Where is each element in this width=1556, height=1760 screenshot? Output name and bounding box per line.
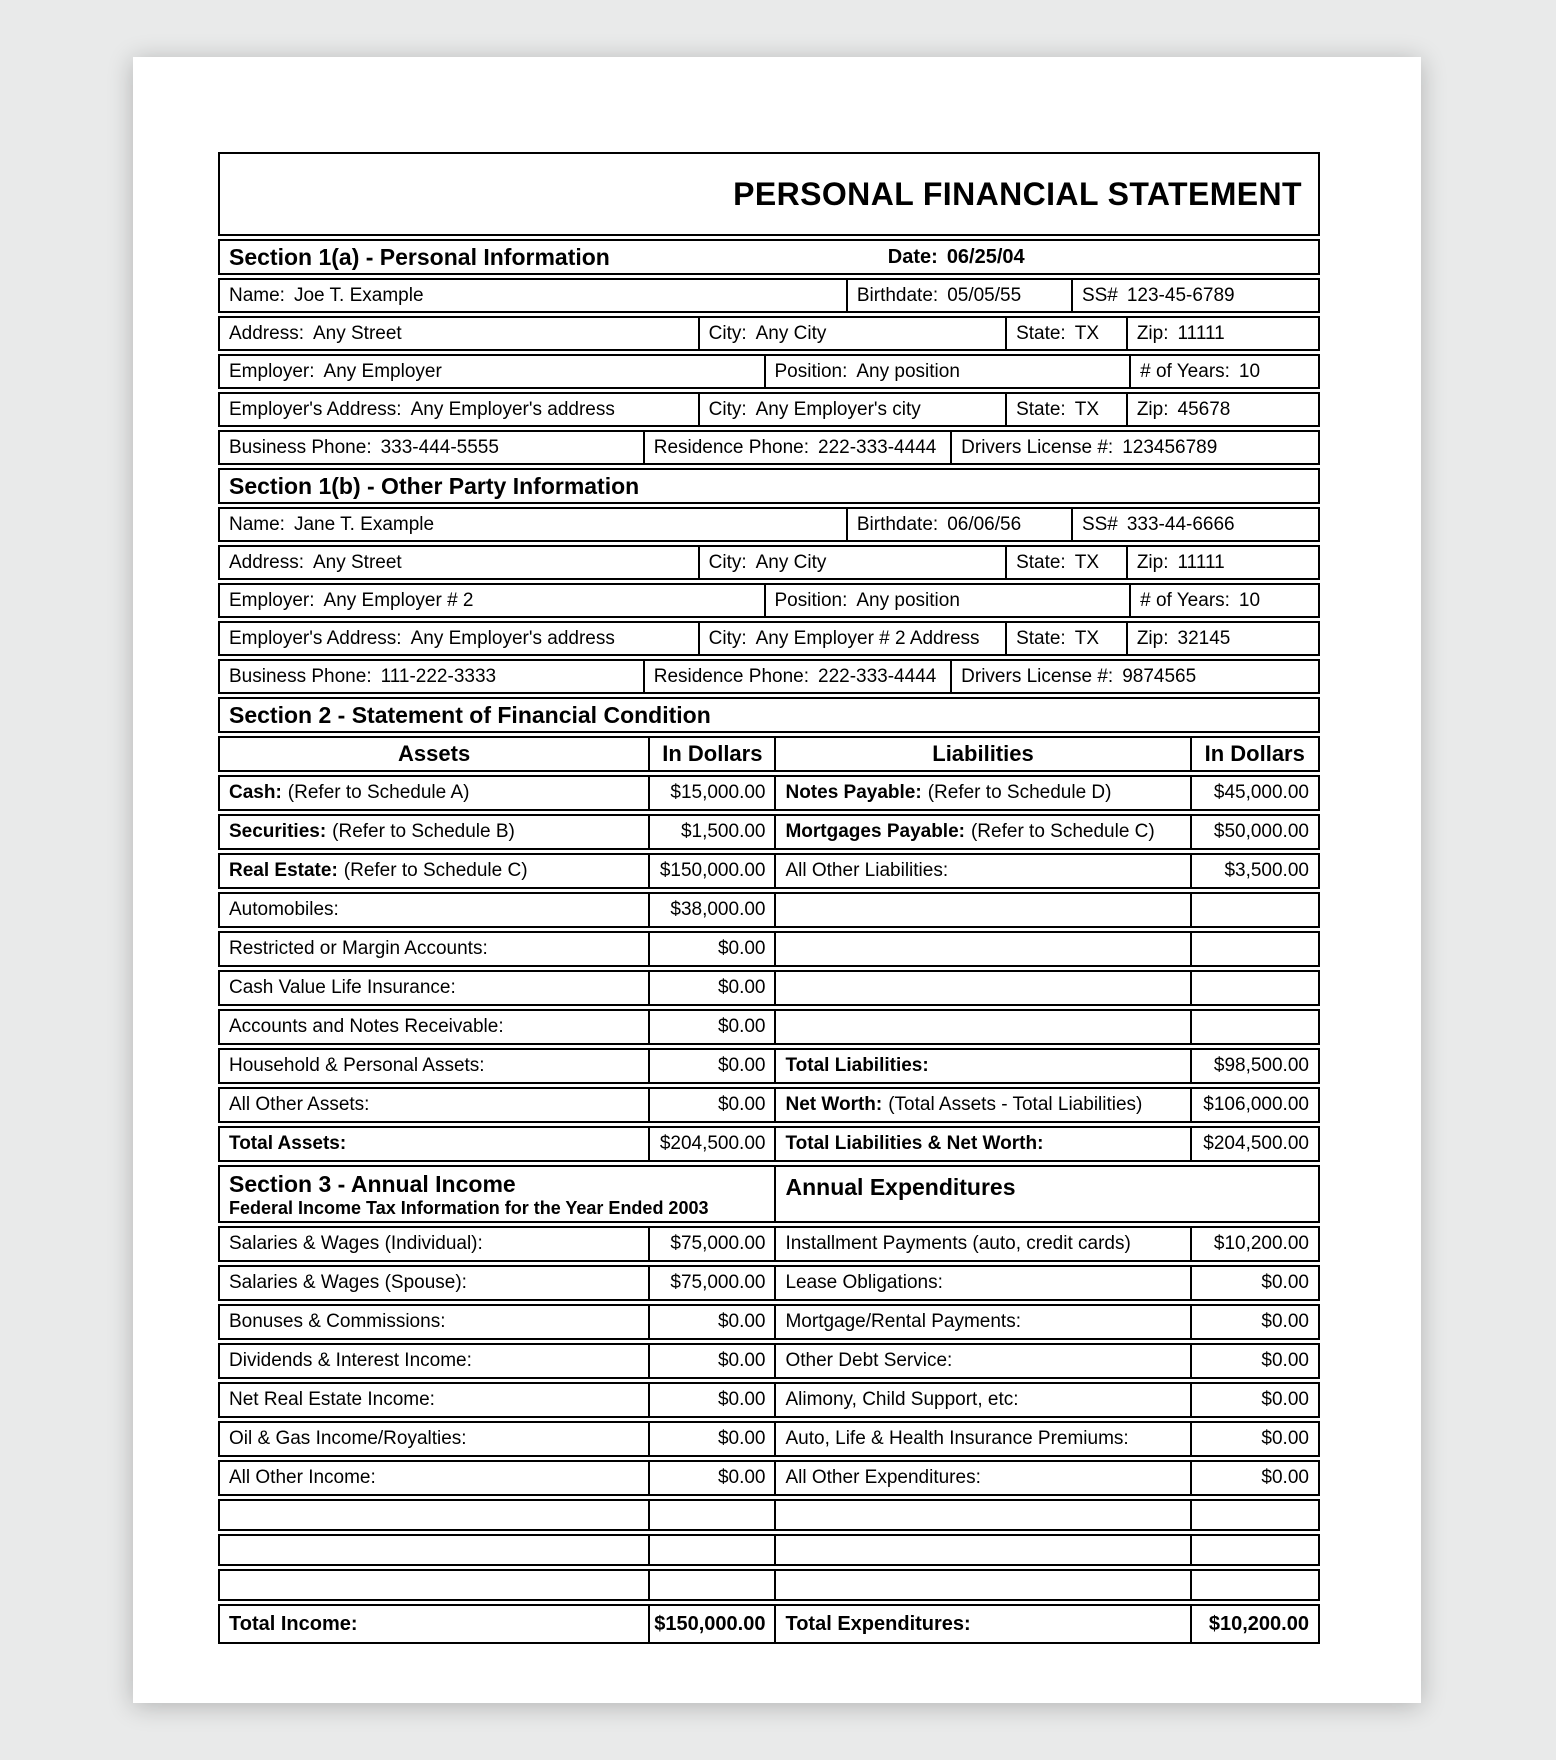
income-label: Net Real Estate Income: xyxy=(229,1389,435,1410)
asset-label-cell xyxy=(220,933,648,965)
employer-zip-field xyxy=(1126,394,1318,425)
employer-address-field xyxy=(220,623,698,654)
employer-state-value: TX xyxy=(1074,627,1099,649)
s1b-address-row xyxy=(218,545,1320,580)
s2-row xyxy=(218,970,1320,1006)
liability-label-rest: All Other Liabilities: xyxy=(785,860,949,881)
empty-cell xyxy=(774,1536,1189,1564)
asset-amount: $204,500.00 xyxy=(648,1128,774,1160)
section-1a-header xyxy=(218,239,1320,275)
blank-row xyxy=(218,1499,1320,1531)
years-label: # of Years: xyxy=(1140,360,1230,382)
section-2-heading: Section 2 - Statement of Financial Condition xyxy=(229,701,711,728)
position-label: Position: xyxy=(774,589,848,611)
address-value: Any Street xyxy=(312,322,402,344)
liabilities-dollars-column-header: In Dollars xyxy=(1190,738,1318,770)
s1a-phones-row xyxy=(218,430,1320,465)
expenditure-label: Auto, Life & Health Insurance Premiums: xyxy=(774,1423,1189,1455)
birthdate-value: 05/05/55 xyxy=(947,284,1022,306)
date-field xyxy=(879,241,1034,273)
residence-phone-value: 222-333-4444 xyxy=(818,665,937,687)
zip-field xyxy=(1126,547,1318,578)
asset-amount: $15,000.00 xyxy=(648,777,774,809)
s2-row xyxy=(218,775,1320,811)
expenditure-amount: $0.00 xyxy=(1190,1306,1318,1338)
asset-label-bold: Securities: xyxy=(229,821,327,842)
assets-column-header: Assets xyxy=(398,741,471,766)
liability-label-cell xyxy=(774,972,1189,1004)
empty-cell xyxy=(220,1571,648,1599)
employer-zip-label: Zip: xyxy=(1136,398,1169,420)
empty-cell xyxy=(1190,1536,1318,1564)
asset-label-rest: (Refer to Schedule A) xyxy=(287,782,470,803)
employer-zip-label: Zip: xyxy=(1136,627,1169,649)
liability-label-cell xyxy=(774,1128,1189,1160)
asset-label-cell xyxy=(220,1128,648,1160)
liability-amount xyxy=(1190,933,1318,965)
income-amount: $0.00 xyxy=(648,1306,774,1338)
asset-label-rest: Accounts and Notes Receivable: xyxy=(229,1016,504,1037)
liability-label-cell xyxy=(774,1050,1189,1082)
business-phone-value: 333-444-5555 xyxy=(380,436,499,458)
s2-row xyxy=(218,1048,1320,1084)
section-1b-heading: Section 1(b) - Other Party Information xyxy=(229,472,640,499)
expenditure-label: All Other Expenditures: xyxy=(774,1462,1189,1494)
section-3-heading: Section 3 - Annual Income xyxy=(229,1171,516,1197)
s1a-name-row xyxy=(218,278,1320,313)
s3-row xyxy=(218,1343,1320,1379)
employer-state-value: TX xyxy=(1074,398,1099,420)
state-field xyxy=(1005,318,1126,349)
birthdate-label: Birthdate: xyxy=(856,513,939,535)
s1b-name-row xyxy=(218,507,1320,542)
business-phone-label: Business Phone: xyxy=(229,436,372,458)
asset-label-bold: Total Assets: xyxy=(229,1133,347,1154)
position-value: Any position xyxy=(856,360,960,382)
document-sheet xyxy=(133,57,1421,1703)
zip-value: 11111 xyxy=(1177,322,1225,344)
state-value: TX xyxy=(1074,322,1099,344)
section-2-header xyxy=(218,697,1320,733)
empty-cell xyxy=(648,1536,774,1564)
asset-label-rest: Cash Value Life Insurance: xyxy=(229,977,456,998)
liability-label-bold: Mortgages Payable: xyxy=(785,821,965,842)
expenditure-amount: $0.00 xyxy=(1190,1423,1318,1455)
s3-row xyxy=(218,1304,1320,1340)
liability-amount: $204,500.00 xyxy=(1190,1128,1318,1160)
address-label: Address: xyxy=(229,322,304,344)
drivers-license-field xyxy=(950,661,1318,692)
s3-row xyxy=(218,1265,1320,1301)
city-value: Any City xyxy=(755,322,827,344)
expenditure-amount: $0.00 xyxy=(1190,1267,1318,1299)
city-value: Any City xyxy=(755,551,827,573)
employer-address-label: Employer's Address: xyxy=(229,627,402,649)
empty-cell xyxy=(774,1571,1189,1599)
employer-city-value: Any Employer's city xyxy=(755,398,921,420)
liability-amount: $3,500.00 xyxy=(1190,855,1318,887)
employer-state-field xyxy=(1005,394,1126,425)
expenditure-amount: $10,200.00 xyxy=(1190,1228,1318,1260)
asset-label-bold: Cash: xyxy=(229,782,282,803)
income-label: All Other Income: xyxy=(229,1467,376,1488)
employer-value: Any Employer # 2 xyxy=(323,589,474,611)
liability-label-cell xyxy=(774,816,1189,848)
s2-row xyxy=(218,1009,1320,1045)
income-amount: $0.00 xyxy=(648,1345,774,1377)
total-expenditures-amount: $10,200.00 xyxy=(1190,1606,1318,1642)
business-phone-label: Business Phone: xyxy=(229,665,372,687)
years-value: 10 xyxy=(1238,360,1261,382)
address-value: Any Street xyxy=(312,551,402,573)
years-field xyxy=(1129,356,1318,387)
asset-label-rest: Household & Personal Assets: xyxy=(229,1055,485,1076)
totals-row xyxy=(218,1604,1320,1644)
name-field xyxy=(220,509,846,540)
income-label: Bonuses & Commissions: xyxy=(229,1311,446,1332)
employer-state-label: State: xyxy=(1016,398,1066,420)
asset-amount: $0.00 xyxy=(648,972,774,1004)
s3-row xyxy=(218,1226,1320,1262)
employer-address-value: Any Employer's address xyxy=(410,398,615,420)
employer-address-field xyxy=(220,394,698,425)
asset-label-cell xyxy=(220,1011,648,1043)
liability-label-cell xyxy=(774,855,1189,887)
liability-label-cell xyxy=(774,1011,1189,1043)
birthdate-field xyxy=(846,280,1071,311)
birthdate-value: 06/06/56 xyxy=(947,513,1022,535)
form-title: PERSONAL FINANCIAL STATEMENT xyxy=(733,175,1302,212)
asset-label-cell xyxy=(220,1089,648,1121)
asset-label-cell xyxy=(220,855,648,887)
s1a-employer-address-row xyxy=(218,392,1320,427)
address-label: Address: xyxy=(229,551,304,573)
income-label: Dividends & Interest Income: xyxy=(229,1350,472,1371)
asset-amount: $0.00 xyxy=(648,1011,774,1043)
expenditure-label: Installment Payments (auto, credit cards) xyxy=(774,1228,1189,1260)
employer-state-label: State: xyxy=(1016,627,1066,649)
position-field xyxy=(764,356,1130,387)
liability-amount: $98,500.00 xyxy=(1190,1050,1318,1082)
s3-row xyxy=(218,1382,1320,1418)
liability-amount: $106,000.00 xyxy=(1190,1089,1318,1121)
employer-field xyxy=(220,356,764,387)
liability-label-bold: Total Liabilities: xyxy=(785,1055,929,1076)
empty-cell xyxy=(1190,1571,1318,1599)
section-1a-heading: Section 1(a) - Personal Information xyxy=(229,243,610,270)
date-value: 06/25/04 xyxy=(946,245,1025,268)
total-expenditures-label: Total Expenditures: xyxy=(774,1606,1189,1642)
employer-address-label: Employer's Address: xyxy=(229,398,402,420)
asset-label-cell xyxy=(220,894,648,926)
title-row xyxy=(218,152,1320,236)
liability-label-rest: (Refer to Schedule D) xyxy=(927,782,1112,803)
liability-label-rest: (Total Assets - Total Liabilities) xyxy=(888,1094,1143,1115)
drivers-license-value: 9874565 xyxy=(1122,665,1197,687)
drivers-license-label: Drivers License #: xyxy=(961,665,1114,687)
employer-zip-field xyxy=(1126,623,1318,654)
state-value: TX xyxy=(1074,551,1099,573)
employer-field xyxy=(220,585,764,616)
expenditure-label: Mortgage/Rental Payments: xyxy=(774,1306,1189,1338)
address-field xyxy=(220,318,698,349)
assets-dollars-column-header: In Dollars xyxy=(648,738,774,770)
liability-label-cell xyxy=(774,894,1189,926)
drivers-license-label: Drivers License #: xyxy=(961,436,1114,458)
zip-field xyxy=(1126,318,1318,349)
employer-city-label: City: xyxy=(708,398,747,420)
residence-phone-value: 222-333-4444 xyxy=(818,436,937,458)
years-value: 10 xyxy=(1238,589,1261,611)
expenditure-amount: $0.00 xyxy=(1190,1462,1318,1494)
years-label: # of Years: xyxy=(1140,589,1230,611)
income-amount: $0.00 xyxy=(648,1423,774,1455)
total-income-amount: $150,000.00 xyxy=(648,1606,774,1642)
expenditure-amount: $0.00 xyxy=(1190,1345,1318,1377)
empty-cell xyxy=(648,1501,774,1529)
s1a-address-row xyxy=(218,316,1320,351)
ssn-field xyxy=(1071,280,1318,311)
employer-label: Employer: xyxy=(229,360,315,382)
employer-state-field xyxy=(1005,623,1126,654)
liability-label-cell xyxy=(774,933,1189,965)
expenditure-amount: $0.00 xyxy=(1190,1384,1318,1416)
asset-label-cell xyxy=(220,1050,648,1082)
drivers-license-field xyxy=(950,432,1318,463)
section-1b-header xyxy=(218,468,1320,504)
name-field xyxy=(220,280,846,311)
ssn-label: SS# xyxy=(1081,513,1118,535)
liability-label-bold: Net Worth: xyxy=(785,1094,883,1115)
liability-label-bold: Total Liabilities & Net Worth: xyxy=(785,1133,1044,1154)
residence-phone-field xyxy=(643,661,950,692)
annual-expenditures-heading: Annual Expenditures xyxy=(774,1167,1318,1221)
position-value: Any position xyxy=(856,589,960,611)
city-label: City: xyxy=(708,551,747,573)
empty-cell xyxy=(648,1571,774,1599)
residence-phone-label: Residence Phone: xyxy=(653,665,809,687)
birthdate-field xyxy=(846,509,1071,540)
employer-address-value: Any Employer's address xyxy=(410,627,615,649)
empty-cell xyxy=(774,1501,1189,1529)
financial-statement-form xyxy=(218,152,1320,1644)
asset-label-rest: Restricted or Margin Accounts: xyxy=(229,938,488,959)
name-label: Name: xyxy=(229,513,285,535)
asset-label-cell xyxy=(220,777,648,809)
asset-label-rest: (Refer to Schedule B) xyxy=(332,821,515,842)
income-amount: $75,000.00 xyxy=(648,1228,774,1260)
liability-label-bold: Notes Payable: xyxy=(785,782,922,803)
s2-row xyxy=(218,931,1320,967)
employer-zip-value: 32145 xyxy=(1177,627,1231,649)
s2-row xyxy=(218,892,1320,928)
city-field xyxy=(698,547,1005,578)
income-label: Salaries & Wages (Individual): xyxy=(229,1233,483,1254)
birthdate-label: Birthdate: xyxy=(856,284,939,306)
expenditure-label: Alimony, Child Support, etc: xyxy=(774,1384,1189,1416)
liability-amount xyxy=(1190,1011,1318,1043)
section-3-subheading: Federal Income Tax Information for the Year Ended 2003 xyxy=(229,1198,709,1218)
zip-value: 11111 xyxy=(1177,551,1225,573)
state-field xyxy=(1005,547,1126,578)
s2-column-header-row xyxy=(218,736,1320,772)
city-label: City: xyxy=(708,322,747,344)
asset-amount: $0.00 xyxy=(648,1050,774,1082)
position-label: Position: xyxy=(774,360,848,382)
state-label: State: xyxy=(1016,322,1066,344)
liability-amount: $45,000.00 xyxy=(1190,777,1318,809)
name-label: Name: xyxy=(229,284,285,306)
liability-label-rest: (Refer to Schedule C) xyxy=(970,821,1155,842)
income-label: Salaries & Wages (Spouse): xyxy=(229,1272,467,1293)
empty-cell xyxy=(220,1536,648,1564)
zip-label: Zip: xyxy=(1136,551,1169,573)
residence-phone-label: Residence Phone: xyxy=(653,436,809,458)
residence-phone-field xyxy=(643,432,950,463)
drivers-license-value: 123456789 xyxy=(1122,436,1218,458)
years-field xyxy=(1129,585,1318,616)
zip-label: Zip: xyxy=(1136,322,1169,344)
empty-cell xyxy=(1190,1501,1318,1529)
liabilities-column-header: Liabilities xyxy=(774,738,1189,770)
s1b-phones-row xyxy=(218,659,1320,694)
employer-city-field xyxy=(698,623,1005,654)
ssn-label: SS# xyxy=(1081,284,1118,306)
business-phone-field xyxy=(220,661,643,692)
liability-amount xyxy=(1190,972,1318,1004)
s3-row xyxy=(218,1460,1320,1496)
ssn-field xyxy=(1071,509,1318,540)
liability-label-cell xyxy=(774,1089,1189,1121)
expenditure-label: Other Debt Service: xyxy=(774,1345,1189,1377)
asset-amount: $1,500.00 xyxy=(648,816,774,848)
employer-label: Employer: xyxy=(229,589,315,611)
income-amount: $0.00 xyxy=(648,1384,774,1416)
ssn-value: 333-44-6666 xyxy=(1126,513,1235,535)
asset-label-rest: Automobiles: xyxy=(229,899,339,920)
s2-row xyxy=(218,1087,1320,1123)
s2-row xyxy=(218,853,1320,889)
s2-row xyxy=(218,814,1320,850)
asset-label-rest: (Refer to Schedule C) xyxy=(343,860,528,881)
address-field xyxy=(220,547,698,578)
business-phone-field xyxy=(220,432,643,463)
asset-label-cell xyxy=(220,816,648,848)
asset-label-bold: Real Estate: xyxy=(229,860,338,881)
empty-cell xyxy=(220,1501,648,1529)
business-phone-value: 111-222-3333 xyxy=(380,665,497,687)
name-value: Joe T. Example xyxy=(293,284,424,306)
asset-amount: $38,000.00 xyxy=(648,894,774,926)
asset-label-cell xyxy=(220,972,648,1004)
s2-row xyxy=(218,1126,1320,1162)
asset-label-rest: All Other Assets: xyxy=(229,1094,370,1115)
s1b-employer-row xyxy=(218,583,1320,618)
s1b-employer-address-row xyxy=(218,621,1320,656)
total-income-label: Total Income: xyxy=(229,1612,358,1635)
employer-city-field xyxy=(698,394,1005,425)
income-label: Oil & Gas Income/Royalties: xyxy=(229,1428,467,1449)
state-label: State: xyxy=(1016,551,1066,573)
name-value: Jane T. Example xyxy=(293,513,435,535)
liability-amount xyxy=(1190,894,1318,926)
employer-city-label: City: xyxy=(708,627,747,649)
asset-amount: $0.00 xyxy=(648,933,774,965)
s1a-employer-row xyxy=(218,354,1320,389)
employer-zip-value: 45678 xyxy=(1177,398,1231,420)
blank-row xyxy=(218,1534,1320,1566)
ssn-value: 123-45-6789 xyxy=(1126,284,1235,306)
section-3-header-row xyxy=(218,1165,1320,1223)
blank-row xyxy=(218,1569,1320,1601)
employer-value: Any Employer xyxy=(323,360,442,382)
date-label: Date: xyxy=(887,245,938,268)
section-3-heading-cell xyxy=(220,1167,774,1221)
liability-amount: $50,000.00 xyxy=(1190,816,1318,848)
income-amount: $0.00 xyxy=(648,1462,774,1494)
city-field xyxy=(698,318,1005,349)
s3-row xyxy=(218,1421,1320,1457)
asset-amount: $0.00 xyxy=(648,1089,774,1121)
position-field xyxy=(764,585,1130,616)
employer-city-value: Any Employer # 2 Address xyxy=(755,627,980,649)
asset-amount: $150,000.00 xyxy=(648,855,774,887)
expenditure-label: Lease Obligations: xyxy=(774,1267,1189,1299)
liability-label-cell xyxy=(774,777,1189,809)
income-amount: $75,000.00 xyxy=(648,1267,774,1299)
